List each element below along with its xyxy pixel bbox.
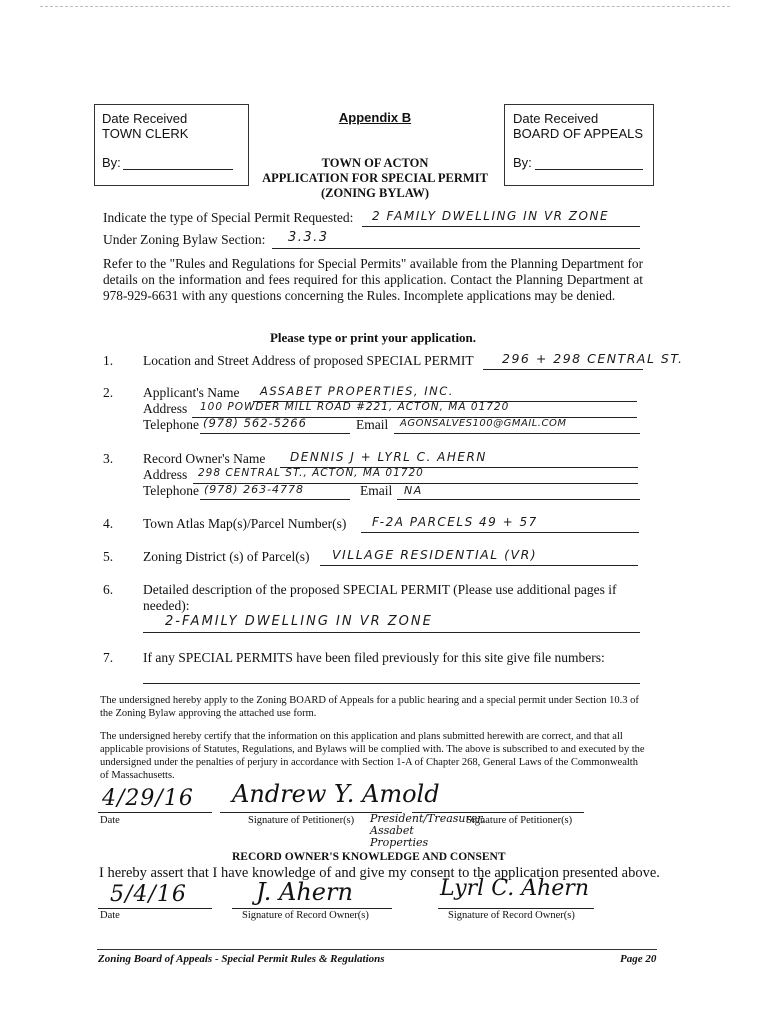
applicant-name-value: ASSABET PROPERTIES, INC. bbox=[260, 384, 454, 398]
owner-signature1: J. Ahern bbox=[256, 878, 353, 906]
item6-number: 6. bbox=[103, 582, 114, 597]
owner-date-field[interactable] bbox=[98, 896, 212, 909]
petitioner-signature2-field[interactable] bbox=[412, 800, 584, 813]
item7-number: 7. bbox=[103, 650, 114, 665]
owner-telephone-label: Telephone bbox=[143, 483, 200, 498]
applicant-name-label: Applicant's Name bbox=[143, 385, 240, 400]
item4-label: Town Atlas Map(s)/Parcel Number(s) bbox=[143, 516, 347, 531]
scan-artifact-line bbox=[40, 6, 730, 7]
boa-by-field[interactable] bbox=[535, 155, 643, 170]
boa-by-label: By: bbox=[513, 155, 532, 170]
town-clerk-by-label: By: bbox=[102, 155, 121, 170]
applicant-address-value: 100 POWDER MILL ROAD #221, ACTON, MA 01720 bbox=[200, 401, 510, 413]
owner-signature2-field[interactable] bbox=[438, 896, 594, 909]
applicant-telephone-label: Telephone bbox=[143, 417, 200, 432]
item4-number: 4. bbox=[103, 516, 114, 531]
owner-signature2: Lyrl C. Ahern bbox=[440, 876, 589, 901]
petitioner-signature2-label: Signature of Petitioner(s) bbox=[466, 815, 573, 826]
petitioner-date-field[interactable] bbox=[98, 800, 212, 813]
owner-email-label: Email bbox=[360, 483, 393, 498]
item5-number: 5. bbox=[103, 549, 114, 564]
item5-value: VILLAGE RESIDENTIAL (VR) bbox=[332, 547, 538, 562]
owner-name-label: Record Owner's Name bbox=[143, 451, 266, 466]
footer-rule bbox=[97, 948, 657, 950]
applicant-telephone-value: (978) 562-5266 bbox=[203, 416, 307, 430]
page-number: Page 20 bbox=[620, 953, 657, 965]
owner-email-value: NA bbox=[404, 484, 423, 497]
title-line2: APPLICATION FOR SPECIAL PERMIT bbox=[262, 171, 488, 185]
refer-paragraph: Refer to the "Rules and Regulations for Special Permits" available from the Planning Department for details on the information and fees required for this application. Contact the Planning Department at 978-929-6631 with any questions concerning the Rules. Incomplete applications may be denied. bbox=[103, 256, 643, 303]
owner-date-value: 5/4/16 bbox=[110, 882, 187, 907]
certification-statement: The undersigned hereby certify that the information on this application and plans submitted herewith are correct, and that all applicable provisions of Statutes, Regulations, and Bylaws will be complied with. The above is subscribed to and executed by the undersigned under the penalties of perjury in accordance with Section 1-A of Chapter 268, General Laws of the Commonwealth of Massachusetts. bbox=[100, 731, 645, 781]
applicant-email-value: AGONSALVES100@GMAIL.COM bbox=[400, 418, 567, 429]
petitioner-signature-label: Signature of Petitioner(s) bbox=[248, 815, 355, 826]
title-line3: (ZONING BYLAW) bbox=[321, 186, 429, 200]
consent-heading: RECORD OWNER'S KNOWLEDGE AND CONSENT bbox=[232, 851, 506, 863]
permit-type-label: Indicate the type of Special Permit Requested: bbox=[103, 210, 354, 225]
appendix-heading: Appendix B bbox=[338, 110, 412, 125]
item1-value: 296 + 298 CENTRAL ST. bbox=[502, 351, 684, 366]
town-clerk-received-box bbox=[94, 104, 249, 186]
bylaw-section-value: 3.3.3 bbox=[288, 230, 329, 245]
owner-address-label: Address bbox=[143, 467, 188, 482]
item4-value: F-2A PARCELS 49 + 57 bbox=[372, 515, 538, 529]
item1-number: 1. bbox=[103, 353, 114, 368]
bylaw-section-label: Under Zoning Bylaw Section: bbox=[103, 232, 266, 247]
petitioner-date-value: 4/29/16 bbox=[102, 786, 194, 811]
item7-field[interactable] bbox=[143, 667, 640, 684]
footer-title: Zoning Board of Appeals - Special Permit Rules & Regulations bbox=[98, 953, 385, 965]
petitioner-signature: Andrew Y. Amold bbox=[232, 780, 440, 808]
town-clerk-by-field[interactable] bbox=[123, 155, 233, 170]
owner-email-field[interactable] bbox=[397, 483, 640, 500]
board-of-appeals-received-box bbox=[504, 104, 654, 186]
item5-label: Zoning District (s) of Parcel(s) bbox=[143, 549, 310, 564]
boa-line2: BOARD OF APPEALS bbox=[513, 126, 644, 141]
form-title bbox=[250, 156, 500, 201]
consent-text: I hereby assert that I have knowledge of and give my consent to the application presented above. bbox=[99, 865, 660, 881]
owner-signature1-label: Signature of Record Owner(s) bbox=[242, 910, 369, 921]
please-type-note: Please type or print your application. bbox=[269, 330, 477, 345]
item1-label: Location and Street Address of proposed SPECIAL PERMIT bbox=[143, 353, 474, 368]
item6-value: 2-FAMILY DWELLING IN VR ZONE bbox=[165, 614, 433, 629]
owner-signature2-label: Signature of Record Owner(s) bbox=[448, 910, 575, 921]
item3-number: 3. bbox=[103, 451, 114, 466]
applicant-email-label: Email bbox=[356, 417, 389, 432]
owner-signature1-field[interactable] bbox=[232, 896, 392, 909]
town-clerk-line2: TOWN CLERK bbox=[102, 126, 189, 141]
hearing-statement: The undersigned hereby apply to the Zoning BOARD of Appeals for a public hearing and a special permit under Section 10.3 of the Zoning Bylaw approving the attached use form. bbox=[100, 695, 639, 719]
petitioner-date-label: Date bbox=[100, 815, 120, 826]
owner-address-value: 298 CENTRAL ST., ACTON, MA 01720 bbox=[198, 467, 424, 479]
title-line1: TOWN OF ACTON bbox=[321, 156, 429, 170]
applicant-address-label: Address bbox=[143, 401, 188, 416]
petitioner-title-note: President/Treasurer, Assabet Properties bbox=[370, 812, 485, 849]
owner-name-value: DENNIS J + LYRL C. AHERN bbox=[290, 450, 487, 464]
owner-date-label: Date bbox=[100, 910, 120, 921]
item6-label: Detailed description of the proposed SPECIAL PERMIT (Please use additional pages if needed): bbox=[143, 582, 617, 613]
town-clerk-line1: Date Received bbox=[102, 111, 188, 126]
item2-number: 2. bbox=[103, 385, 114, 400]
boa-line1: Date Received bbox=[513, 111, 599, 126]
owner-telephone-value: (978) 263-4778 bbox=[204, 483, 305, 496]
permit-type-value: 2 FAMILY DWELLING IN VR ZONE bbox=[372, 209, 610, 223]
item7-label: If any SPECIAL PERMITS have been filed previously for this site give file numbers: bbox=[143, 650, 605, 665]
